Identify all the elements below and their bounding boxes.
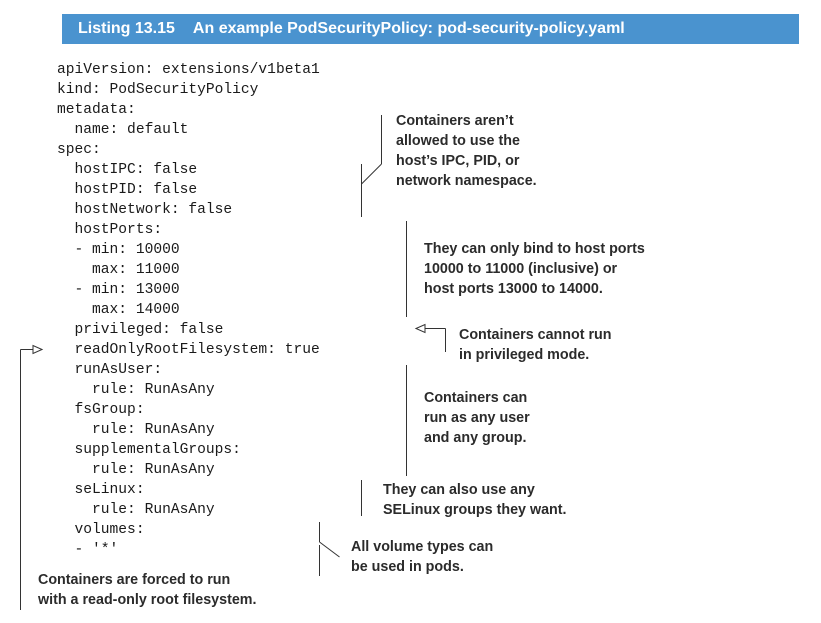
code-line-max-11000: max: 11000 <box>57 262 180 278</box>
note-namespaces: Containers aren’t allowed to use the host’s IPC, PID, or network namespace. <box>396 113 537 189</box>
code-line-host-network: hostNetwork: false <box>57 202 233 218</box>
code-line-fs-group-rule: rule: RunAsAny <box>57 422 215 438</box>
note-volumes: All volume types can be used in pods. <box>351 539 494 575</box>
read-only-arrow-head <box>33 346 42 354</box>
code-line-api-version: apiVersion: extensions/v1beta1 <box>57 62 320 78</box>
namespaces-bracket-diagonal <box>362 164 382 184</box>
code-line-max-14000: max: 14000 <box>57 302 180 318</box>
code-line-read-only-root: readOnlyRootFilesystem: true <box>57 342 320 358</box>
volumes-bracket-diagonal <box>320 542 340 557</box>
code-line-selinux-rule: rule: RunAsAny <box>57 502 215 518</box>
code-line-supplemental-groups: supplementalGroups: <box>57 442 241 458</box>
code-line-spec: spec: <box>57 142 101 158</box>
code-line-run-as-user: runAsUser: <box>57 362 163 378</box>
privileged-arrow-head <box>416 325 425 333</box>
code-line-privileged: privileged: false <box>57 322 224 338</box>
listing-number: Listing 13.15 <box>78 20 175 37</box>
code-line-min-13000: - min: 13000 <box>57 282 180 298</box>
note-privileged: Containers cannot run in privileged mode. <box>459 327 612 363</box>
note-run-as: Containers can run as any user and any group. <box>424 390 530 446</box>
code-line-host-pid: hostPID: false <box>57 182 198 198</box>
code-line-host-ipc: hostIPC: false <box>57 162 198 178</box>
code-line-run-as-user-rule: rule: RunAsAny <box>57 382 215 398</box>
code-line-fs-group: fsGroup: <box>57 402 145 418</box>
code-line-min-10000: - min: 10000 <box>57 242 180 258</box>
code-line-selinux: seLinux: <box>57 482 145 498</box>
code-line-supplemental-groups-rule: rule: RunAsAny <box>57 462 215 478</box>
code-line-volumes: volumes: <box>57 522 145 538</box>
note-selinux: They can also use any SELinux groups they want. <box>383 482 567 518</box>
code-line-name: name: default <box>57 122 189 138</box>
code-line-volumes-wildcard: - '*' <box>57 542 119 558</box>
note-read-only-root: Containers are forced to run with a read-only root filesystem. <box>38 572 257 608</box>
code-line-metadata: metadata: <box>57 102 136 118</box>
listing-title: An example PodSecurityPolicy: pod-security-policy.yaml <box>192 20 625 37</box>
code-line-kind: kind: PodSecurityPolicy <box>57 82 259 98</box>
note-host-ports: They can only bind to host ports 10000 to 11000 (inclusive) or host ports 13000 to 14000. <box>424 241 645 297</box>
code-line-host-ports: hostPorts: <box>57 222 163 238</box>
